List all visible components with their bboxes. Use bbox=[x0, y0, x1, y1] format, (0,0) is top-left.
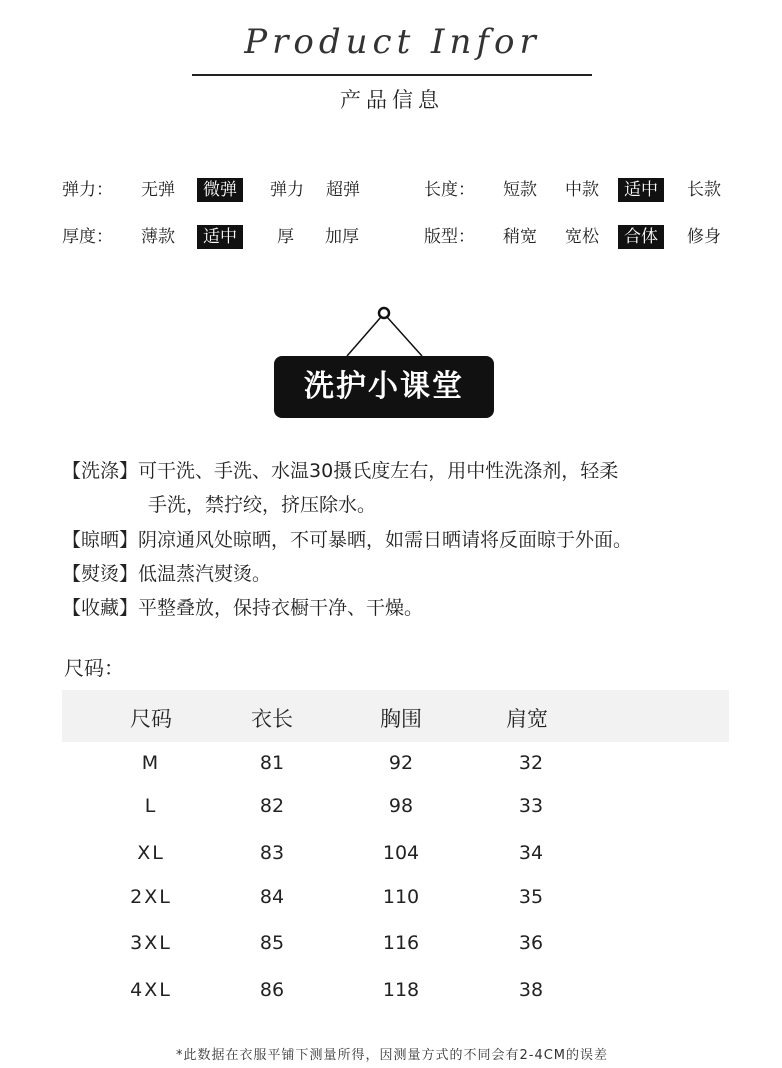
attr-thickness-option-selected: 适中 bbox=[197, 225, 243, 249]
attr-elasticity-label: 弹力： bbox=[62, 180, 113, 200]
care-item-drying bbox=[62, 526, 632, 554]
care-item-text: 阴凉通风处晾晒，不可暴晒，如需日晒请将反面晾于外面。 bbox=[138, 529, 633, 551]
size-table-cell: 92 bbox=[388, 752, 414, 774]
size-table-cell: XL bbox=[137, 842, 165, 864]
attr-fit-label: 版型： bbox=[424, 227, 475, 247]
size-table-cell: 34 bbox=[518, 842, 544, 864]
attr-thickness-option: 厚 bbox=[277, 227, 294, 247]
size-section-label: 尺码： bbox=[64, 656, 124, 680]
attr-length-label: 长度： bbox=[424, 180, 475, 200]
size-table-cell: 110 bbox=[382, 886, 420, 908]
care-item-tag: 【洗涤】 bbox=[62, 460, 139, 482]
care-item-text: 平整叠放，保持衣橱干净、干燥。 bbox=[138, 597, 424, 619]
attr-elasticity-option: 无弹 bbox=[141, 180, 175, 200]
size-table-cell: 2XL bbox=[130, 886, 172, 908]
care-item-tag: 【晾晒】 bbox=[62, 529, 139, 551]
attr-elasticity-option: 超弹 bbox=[326, 180, 360, 200]
attr-fit-option: 宽松 bbox=[565, 227, 599, 247]
care-item-text: 可干洗、手洗、水温30摄氏度左右，用中性洗涤剂，轻柔 bbox=[138, 460, 619, 482]
size-table-cell: 3XL bbox=[130, 932, 172, 954]
size-table-cell: 116 bbox=[382, 932, 420, 954]
size-table-cell: 81 bbox=[259, 752, 285, 774]
attr-elasticity-row bbox=[62, 176, 382, 204]
size-table-cell: 104 bbox=[382, 842, 420, 864]
size-table-row bbox=[62, 752, 729, 776]
size-table-header-cell: 尺码 bbox=[130, 707, 172, 731]
care-item-washing bbox=[62, 457, 618, 485]
attr-length-option: 中款 bbox=[565, 180, 599, 200]
attr-length-option: 长款 bbox=[687, 180, 721, 200]
size-table-cell: M bbox=[141, 752, 161, 774]
size-table-row bbox=[62, 979, 729, 1003]
care-title-sign: 洗护小课堂 bbox=[274, 356, 494, 418]
size-table-cell: 33 bbox=[518, 795, 544, 817]
size-table-cell: 85 bbox=[259, 932, 285, 954]
size-table-cell: L bbox=[144, 795, 158, 817]
size-table-cell: 98 bbox=[388, 795, 414, 817]
attr-length-option: 短款 bbox=[503, 180, 537, 200]
measurement-footnote: *此数据在衣服平铺下测量所得，因测量方式的不同会有2-4CM的误差 bbox=[175, 1048, 609, 1063]
size-table-row bbox=[62, 842, 729, 866]
care-item-tag: 【收藏】 bbox=[62, 597, 139, 619]
size-table-row bbox=[62, 932, 729, 956]
size-table-cell: 32 bbox=[518, 752, 544, 774]
size-table-cell: 84 bbox=[259, 886, 285, 908]
size-table-cell: 4XL bbox=[130, 979, 172, 1001]
attr-fit-option: 稍宽 bbox=[503, 227, 537, 247]
product-info-subtitle: 产品信息 bbox=[340, 88, 444, 112]
attr-thickness-option: 薄款 bbox=[141, 227, 175, 247]
attr-elasticity-option-selected: 微弹 bbox=[197, 178, 243, 202]
size-table-cell: 35 bbox=[518, 886, 544, 908]
care-item-tag: 【熨烫】 bbox=[62, 563, 139, 585]
sign-hanger-icon bbox=[345, 306, 425, 358]
attr-thickness-row bbox=[62, 223, 382, 251]
attr-elasticity-option: 弹力 bbox=[270, 180, 304, 200]
size-table-header bbox=[62, 690, 729, 742]
size-table-cell: 82 bbox=[259, 795, 285, 817]
size-table-row bbox=[62, 886, 729, 910]
size-table-cell: 83 bbox=[259, 842, 285, 864]
size-table-cell: 36 bbox=[518, 932, 544, 954]
care-item-ironing bbox=[62, 560, 271, 588]
attr-fit-row bbox=[424, 223, 744, 251]
care-item-washing-continued: 手洗，禁拧绞，挤压除水。 bbox=[148, 494, 377, 516]
attr-length-option-selected: 适中 bbox=[618, 178, 664, 202]
size-table-header-cell: 胸围 bbox=[380, 707, 422, 731]
size-table-header-cell: 衣长 bbox=[251, 707, 293, 731]
attr-length-row bbox=[424, 176, 744, 204]
size-table-cell: 86 bbox=[259, 979, 285, 1001]
size-table-cell: 38 bbox=[518, 979, 544, 1001]
care-item-text: 低温蒸汽熨烫。 bbox=[138, 563, 272, 585]
size-table-row bbox=[62, 795, 729, 819]
product-info-script-title: Product Infor bbox=[244, 22, 541, 62]
size-table-header-cell: 肩宽 bbox=[506, 707, 548, 731]
care-item-storage bbox=[62, 594, 423, 622]
attr-fit-option-selected: 合体 bbox=[618, 225, 664, 249]
size-table-cell: 118 bbox=[382, 979, 420, 1001]
attr-thickness-option: 加厚 bbox=[325, 227, 359, 247]
header-divider bbox=[192, 74, 592, 76]
attr-thickness-label: 厚度： bbox=[62, 227, 113, 247]
attr-fit-option: 修身 bbox=[687, 227, 721, 247]
